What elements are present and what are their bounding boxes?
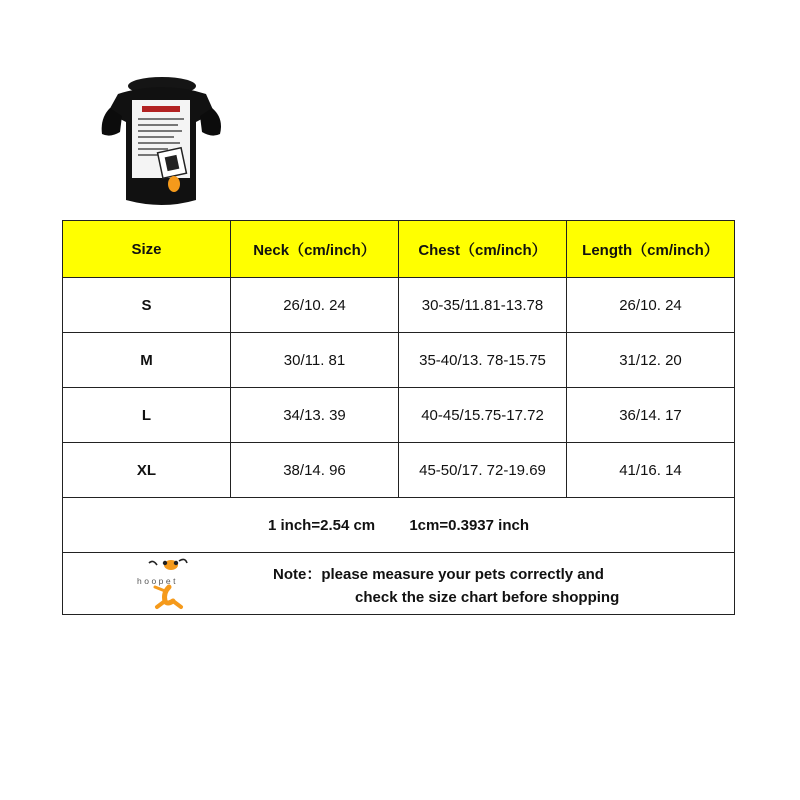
note-line-1: Note：please measure your pets correctly and bbox=[273, 566, 604, 583]
neck-cell: 34/13. 39 bbox=[231, 388, 399, 443]
chest-cell: 35-40/13. 78-15.75 bbox=[399, 333, 567, 388]
table-row bbox=[63, 278, 735, 333]
conversion-cell bbox=[63, 498, 735, 553]
header-length: Length（cm/inch） bbox=[567, 221, 735, 278]
size-chart-header bbox=[63, 221, 735, 278]
length-cell: 26/10. 24 bbox=[567, 278, 735, 333]
note-row bbox=[63, 553, 735, 615]
note-line-2: check the size chart before shopping bbox=[355, 589, 620, 606]
neck-cell: 30/11. 81 bbox=[231, 333, 399, 388]
pet-sweater-image bbox=[96, 72, 226, 212]
header-neck: Neck（cm/inch） bbox=[231, 221, 399, 278]
inch-to-cm-text: 1 inch=2.54 cm bbox=[268, 516, 376, 534]
length-cell: 41/16. 14 bbox=[567, 443, 735, 498]
length-cell: 31/12. 20 bbox=[567, 333, 735, 388]
neck-cell: 38/14. 96 bbox=[231, 443, 399, 498]
dog-mascot-icon bbox=[135, 557, 197, 611]
size-chart-table bbox=[62, 220, 735, 615]
chest-cell: 30-35/11.81-13.78 bbox=[399, 278, 567, 333]
cm-to-inch-text: 1cm=0.3937 inch bbox=[409, 516, 529, 534]
note-cell bbox=[63, 553, 735, 615]
length-cell: 36/14. 17 bbox=[567, 388, 735, 443]
logo-text: hoopet bbox=[137, 576, 178, 586]
table-row bbox=[63, 388, 735, 443]
chest-cell: 40-45/15.75-17.72 bbox=[399, 388, 567, 443]
table-row bbox=[63, 443, 735, 498]
table-row bbox=[63, 333, 735, 388]
size-cell: L bbox=[63, 388, 231, 443]
header-chest: Chest（cm/inch） bbox=[399, 221, 567, 278]
size-cell: S bbox=[63, 278, 231, 333]
size-cell: XL bbox=[63, 443, 231, 498]
header-size: Size bbox=[63, 221, 231, 278]
neck-cell: 26/10. 24 bbox=[231, 278, 399, 333]
size-cell: M bbox=[63, 333, 231, 388]
conversion-row bbox=[63, 498, 735, 553]
chest-cell: 45-50/17. 72-19.69 bbox=[399, 443, 567, 498]
